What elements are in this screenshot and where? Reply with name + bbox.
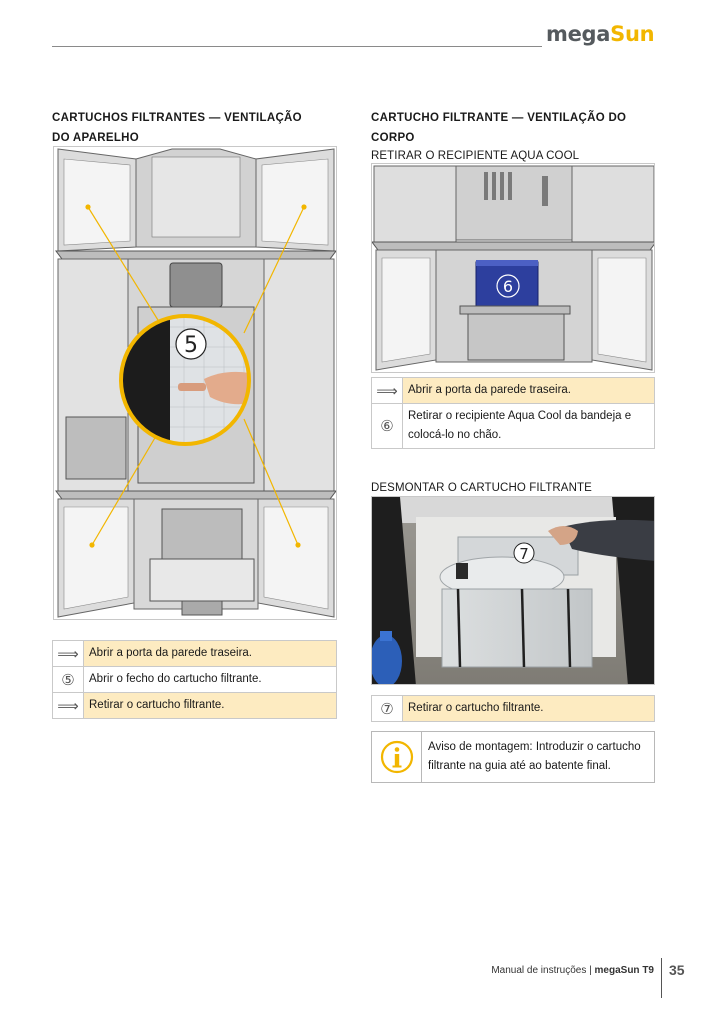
table-row	[53, 667, 337, 693]
callout-5: 5	[184, 333, 198, 358]
left-section-title: CARTUCHOS FILTRANTES — VENTILAÇÃO DO APARELHO	[52, 112, 302, 144]
left-steps-table	[52, 640, 337, 719]
filter-cartridge-photo	[372, 497, 655, 685]
info-icon	[372, 732, 422, 782]
number-7-icon: ⑦	[372, 696, 403, 722]
step-text: Abrir o fecho do cartucho filtrante.	[84, 667, 337, 693]
right-section-title: CARTUCHO FILTRANTE — VENTILAÇÃO DO CORPO	[371, 112, 627, 144]
number-6-icon: ⑥	[372, 404, 403, 449]
number-5-icon: ⑤	[53, 667, 84, 693]
right-steps-table-2	[371, 695, 655, 722]
step-text: Retirar o cartucho filtrante.	[403, 696, 655, 722]
header-rule	[52, 46, 542, 47]
filter-photo-figure	[371, 496, 655, 685]
arrow-icon: ⟹	[53, 693, 84, 719]
subtitle-remove-aqua-cool: RETIRAR O RECIPIENTE AQUA COOL	[371, 150, 580, 162]
megasun-logo: megaSun	[546, 22, 655, 46]
page-number: 35	[669, 962, 685, 978]
solarium-diagram-figure	[53, 146, 337, 620]
step-text: Retirar o recipiente Aqua Cool da bandeja e colocá-lo no chão.	[403, 404, 655, 449]
subtitle-dismount-filter: DESMONTAR O CARTUCHO FILTRANTE	[371, 482, 592, 494]
aqua-cool-diagram	[372, 164, 655, 373]
step-text: Abrir a porta da parede traseira.	[403, 378, 655, 404]
mounting-notice	[371, 731, 655, 783]
arrow-icon: ⟹	[372, 378, 403, 404]
callout-7: 7	[519, 545, 529, 563]
step-text: Retirar o cartucho filtrante.	[84, 693, 337, 719]
table-row	[53, 693, 337, 719]
table-row	[372, 404, 655, 449]
table-row	[372, 696, 655, 722]
aqua-cool-figure	[371, 163, 655, 373]
footer-manual-label: Manual de instruções | megaSun T9	[491, 965, 654, 976]
callout-6: 6	[502, 277, 514, 296]
notice-text: Aviso de montagem: Introduzir o cartucho filtrante na guia até ao batente final.	[428, 741, 641, 772]
footer-divider	[661, 958, 662, 998]
right-steps-table-1	[371, 377, 655, 449]
table-row	[372, 378, 655, 404]
table-row	[53, 641, 337, 667]
step-text: Abrir a porta da parede traseira.	[84, 641, 337, 667]
solarium-open-diagram	[54, 147, 337, 620]
arrow-icon: ⟹	[53, 641, 84, 667]
